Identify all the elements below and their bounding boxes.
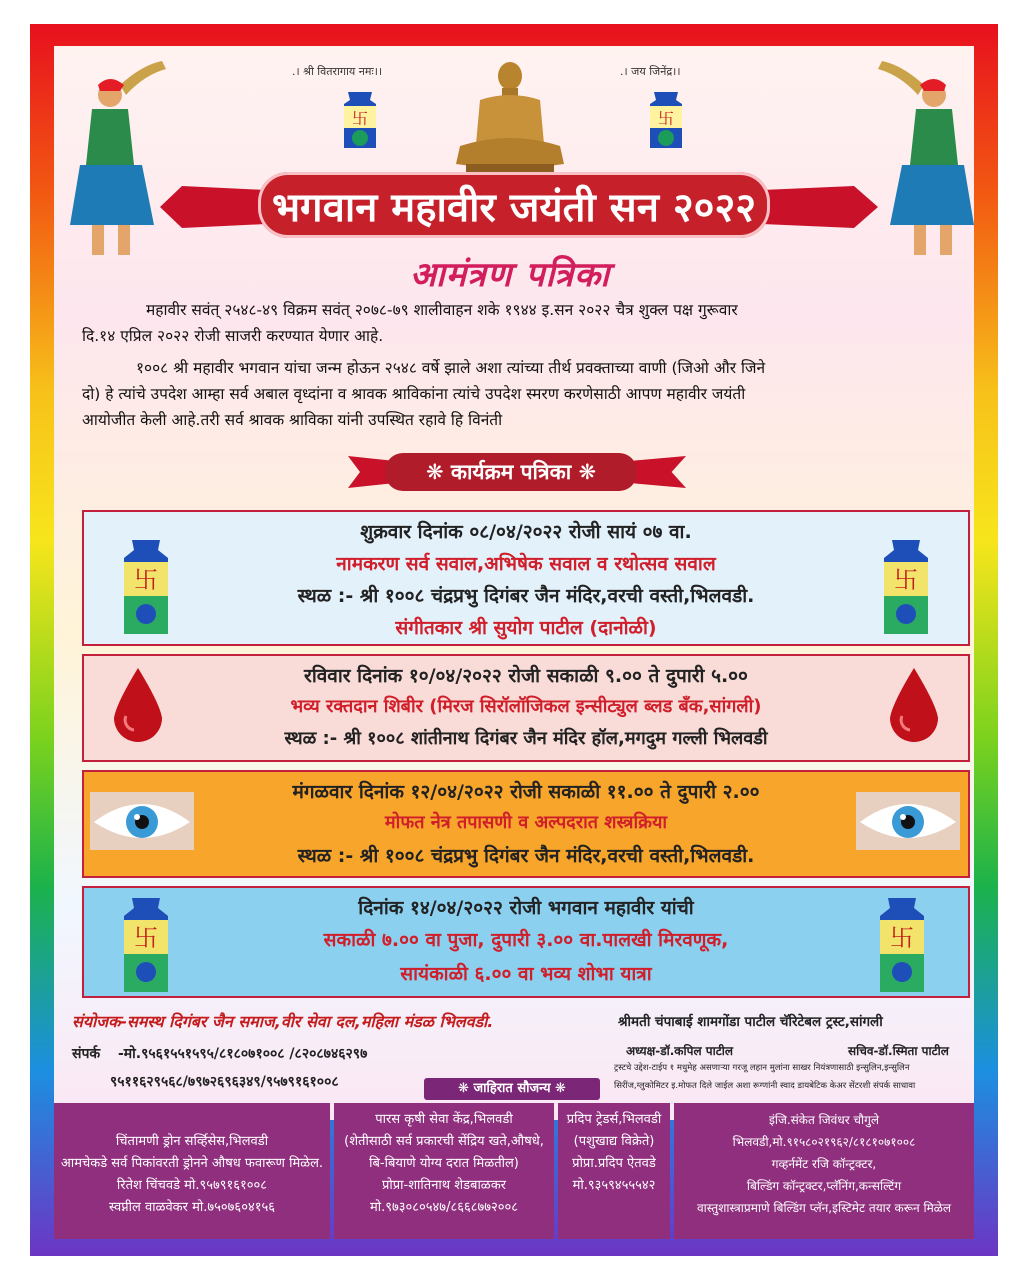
svg-text:卐: 卐 [134, 924, 158, 952]
ad-line: पारस कृषी सेवा केंद्र,भिलवडी [375, 1112, 513, 1127]
svg-text:卐: 卐 [351, 109, 369, 128]
blood-drop-icon [108, 668, 168, 746]
jain-symbol-icon [876, 898, 928, 992]
event-date: रविवार दिनांक १०/०४/२०२२ रोजी सकाळी ९.०० ते दुपारी ५.०० [304, 665, 748, 687]
eye-icon [90, 792, 194, 850]
ad-line: इंजि.संकेत जिवंधर चौगुले [768, 1113, 880, 1127]
event-date: मंगळवार दिनांक १२/०४/२०२२ रोजी सकाळी ११.०० ते दुपारी २.०० [292, 781, 760, 803]
contact-numbers: ९५११६२९५६८/७९७२६९६३४९/९५७९१६१००८ [110, 1074, 339, 1090]
event-title: मोफत नेत्र तपासणी व अल्पदरात शस्त्रक्रिया [384, 812, 668, 833]
svg-text:卐: 卐 [890, 924, 914, 952]
jain-symbol-icon [120, 540, 172, 634]
contact-numbers: -मो.९५६१५५१५९५/८१८०७१००८ /८२०८७४६२९७ [118, 1046, 368, 1062]
program-heading: ❋ कार्यक्रम पत्रिका ❋ [385, 453, 637, 491]
ad-line: रितेश चिंचवडे मो.९५७९१६१००८ [116, 1178, 268, 1193]
event-box [82, 510, 970, 646]
trust-name: श्रीमती चंपाबाई शामगोंडा पाटील चॅरिटेबल ट्रस्ट,सांगली [618, 1014, 883, 1030]
tutari-player-icon [872, 55, 982, 265]
svg-text:卐: 卐 [894, 566, 918, 594]
ad-sanket [674, 1103, 974, 1239]
event-venue: स्थळ :- श्री १००८ चंद्रप्रभु दिगंबर जैन मंदिर,वरची वस्ती,भिलवडी. [297, 845, 755, 867]
svg-text:卐: 卐 [657, 109, 675, 128]
event-box [82, 886, 970, 998]
trust-secretary: सचिव-डॉ.स्मिता पाटील [848, 1044, 949, 1058]
ad-line: मो.९७३०८०५४७/८६६८७७२००८ [369, 1200, 519, 1215]
page-title: भगवान महावीर जयंती सन २०२२ [258, 172, 770, 238]
ad-line: भिलवडी,मो.९१५८०२१९६२/८१८१०७१००८ [732, 1135, 916, 1149]
tutari-player-icon [62, 55, 172, 265]
ad-line: प्रदिप ट्रेडर्स,भिलवडी [566, 1112, 662, 1127]
mahavir-idol-icon [440, 60, 580, 186]
event-title: नामकरण सर्व सवाल,अभिषेक सवाल व रथोत्सव सवाल [336, 553, 716, 575]
event-box [82, 654, 970, 762]
event-date: शुक्रवार दिनांक ०८/०४/२०२२ रोजी सायं ०७ वा. [360, 521, 692, 543]
event-venue: स्थळ :- श्री १००८ शांतीनाथ दिगंबर जैन मंदिर हॉल,मगदुम गल्ली भिलवडी [284, 728, 768, 749]
blood-drop-icon [884, 668, 944, 746]
sponsor-tag: ❋ जाहिरात सौजन्य ❋ [424, 1078, 600, 1100]
ad-line: वास्तुशास्त्राप्रमाणे बिल्डिंग प्लॅन,इस्टिमेट तयार करून मिळेल [696, 1201, 952, 1215]
ribbon-left [160, 186, 270, 228]
ad-paras [334, 1103, 554, 1239]
eye-icon [856, 792, 960, 850]
ad-line: स्वप्नील वाळवेकर मो.७५०७६०४१५६ [108, 1200, 275, 1215]
intro-line: दो) हे त्यांचे उपदेश आम्हा सर्व अबाल वृध्दांना व श्रावक श्राविकांना त्यांचे उपदेश स्मरण करणेसाठी आपण महावीर जयंती [82, 385, 746, 403]
trust-president: अध्यक्ष-डॉ.कपिल पाटील [626, 1044, 733, 1058]
ad-line: मो.९३५९४५५५४२ [572, 1178, 656, 1193]
ad-line: प्रोप्रा.प्रदिप ऐतवडे [572, 1156, 656, 1171]
jain-symbol-icon [646, 92, 686, 148]
event-date: दिनांक १४/०४/२०२२ रोजी भगवान महावीर यांची [358, 897, 694, 919]
event-title: भव्य रक्तदान शिबीर (मिरज सिरॉलॉजिकल इन्सीट्युल ब्लड बँक,सांगली) [290, 696, 762, 717]
jain-symbol-icon [340, 92, 380, 148]
intro-line: महावीर सवंत् २५४८-४९ विक्रम सवंत् २०७८-७९ शालीवाहन शके १९४४ इ.सन २०२२ चैत्र शुक्ल पक्ष गुरूवार [146, 301, 738, 319]
event-schedule: सायंकाळी ६.०० वा भव्य शोभा यात्रा [400, 963, 652, 985]
svg-text:卐: 卐 [134, 566, 158, 594]
contact-label: संपर्क [72, 1046, 101, 1062]
left-salutation: .। श्री वितरागाय नमः।। [292, 65, 383, 78]
ad-line: गव्हर्नमेंट रजि कॉन्ट्रक्टर, [771, 1157, 877, 1171]
trust-note: ट्रस्टचे उद्देश-टाईप १ मधुमेह असणाऱ्या गरजू लहान मुलांना साखर नियंत्रणासाठी इन्सुलिन,इन्सुलिन [614, 1063, 910, 1073]
ad-line: (शेतीसाठी सर्व प्रकारची सेंद्रिय खते,औषधे, [344, 1134, 544, 1149]
trust-note: सिरींज,ग्लुकोमिटर इ.मोफत दिले जाईल अशा रूग्णांनी स्वाद डायबेटिक केअर सेंटरशी संपर्क साधावा [614, 1081, 916, 1091]
ad-line: बिल्डिंग कॉन्ट्रक्टर,प्लॅनिंग,कन्सल्टिंग [746, 1179, 902, 1193]
intro-line: दि.१४ एप्रिल २०२२ रोजी साजरी करण्यात येणार आहे. [82, 327, 384, 345]
ribbon-right [758, 186, 878, 228]
ad-line: प्रोप्रा-शातिनाथ शेडबाळकर [382, 1178, 506, 1193]
organizer-text: संयोजक-समस्थ दिगंबर जैन समाज,वीर सेवा दल,महिला मंडळ भिलवडी. [72, 1012, 494, 1031]
intro-line: १००८ श्री महावीर भगवान यांचा जन्म होऊन २५४८ वर्षे झाले अशा त्यांच्या तीर्थ प्रवक्ताच्या वाणी (जिओ और जिने [136, 359, 766, 377]
invitation-subtitle: आमंत्रण पत्रिका [409, 255, 611, 295]
jain-symbol-icon [120, 898, 172, 992]
event-schedule: सकाळी ७.०० वा पुजा, दुपारी ३.०० वा.पालखी मिरवणूक, [323, 929, 729, 951]
event-box [82, 770, 970, 878]
ad-line: बि-बियाणे योग्य दरात मिळतील) [369, 1156, 519, 1171]
event-artist: संगीतकार श्री सुयोग पाटील (दानोळी) [395, 617, 657, 639]
intro-line: आयोजीत केली आहे.तरी सर्व श्रावक श्राविका यांनी उपस्थित रहावे हि विनंती [82, 411, 503, 429]
ad-line: (पशुखाद्य विक्रेते) [573, 1134, 655, 1149]
ad-chintamani [54, 1103, 330, 1239]
ad-line: आमचेकडे सर्व पिकांवरती ड्रोनने औषध फवारूण मिळेल. [60, 1156, 324, 1171]
event-venue: स्थळ :- श्री १००८ चंद्रप्रभु दिगंबर जैन मंदिर,वरची वस्ती,भिलवडी. [297, 585, 755, 607]
ad-pradip [558, 1103, 670, 1239]
ad-line: चिंतामणी ड्रोन सर्व्हिसेस,भिलवडी [115, 1134, 269, 1149]
jain-symbol-icon [880, 540, 932, 634]
right-salutation: .। जय जिनेंद्र।। [620, 65, 681, 78]
